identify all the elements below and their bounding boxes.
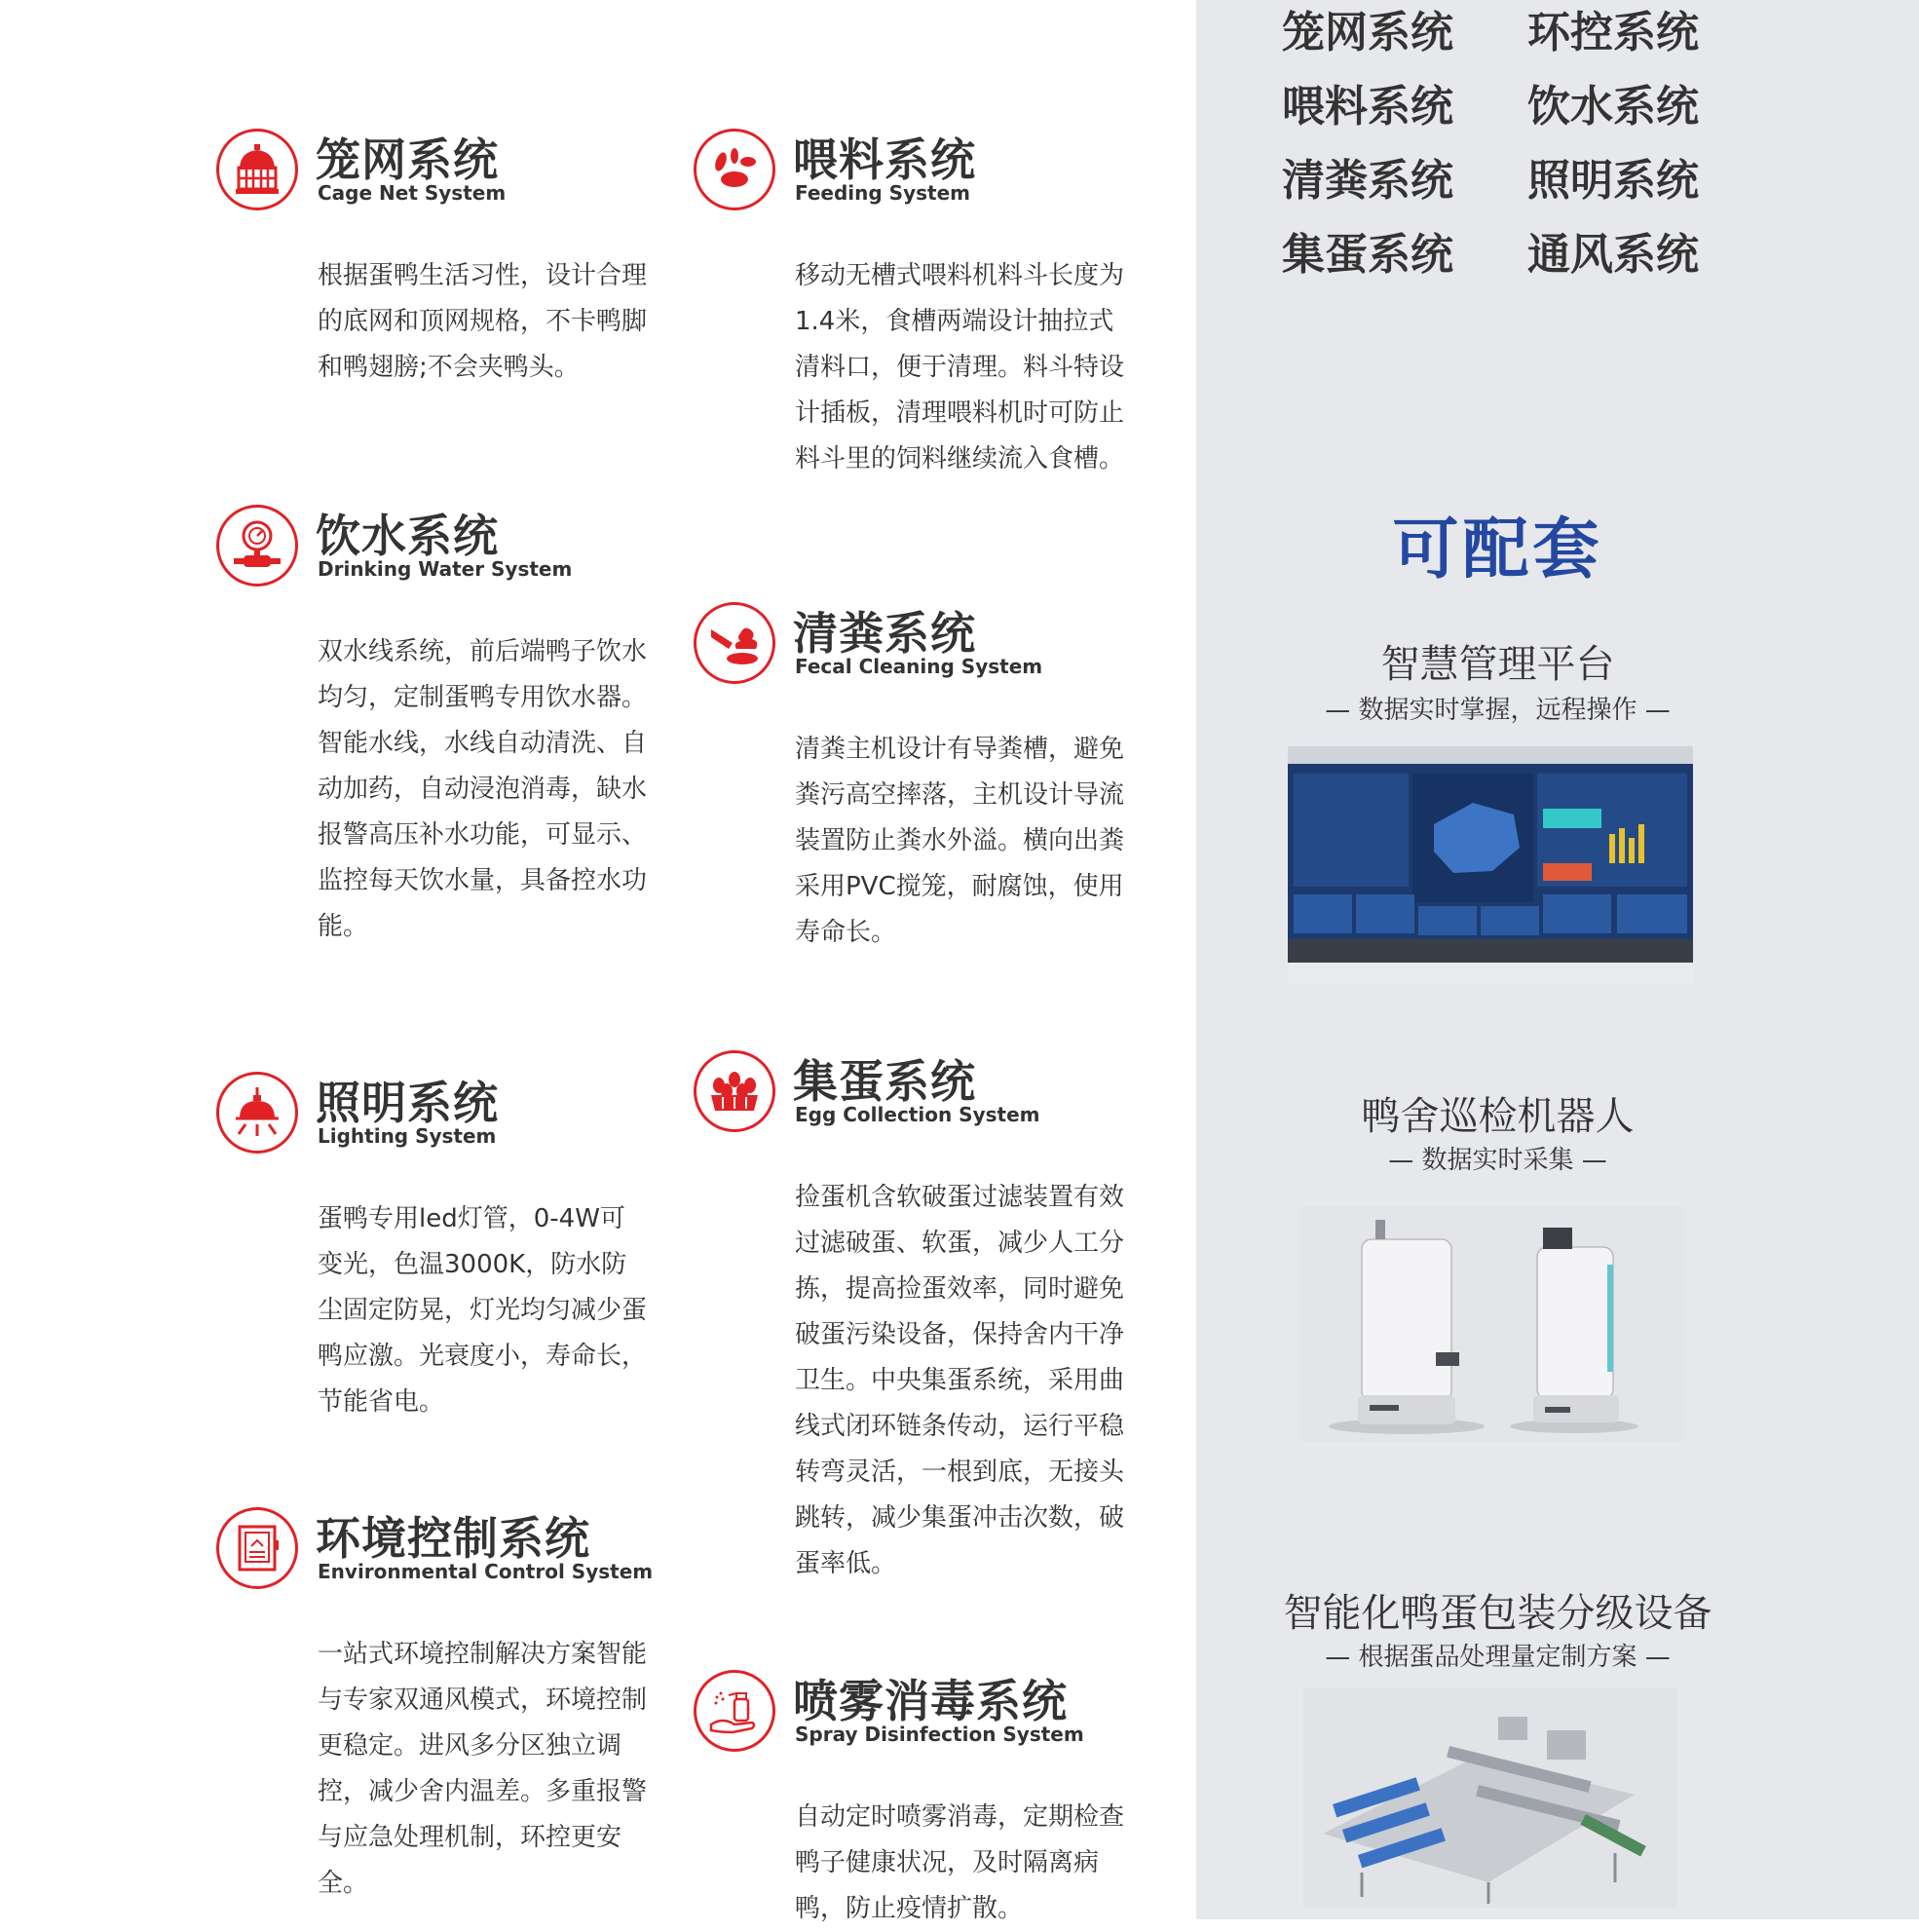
management-platform-image [1288,746,1693,984]
system-list-item: 清粪系统 [1282,156,1453,206]
system-list-item: 喂料系统 [1282,82,1453,132]
feature-title: 智慧管理平台 [1380,642,1615,687]
section-description: 一站式环境控制解决方案智能与专家双通风模式，环境控制更稳定。进风多分区独立调控，减少舍内温差。多重报警与应急处理机制，环控更安全。 [318,1640,648,1898]
spray-bottle-icon [694,1670,775,1752]
feature-title: 鸭舍巡检机器人 [1361,1094,1635,1139]
system-list-item: 集蛋系统 [1282,230,1453,280]
system-list [1282,8,1699,281]
control-panel-icon [216,1507,298,1589]
egg-grading-equipment-image [1303,1687,1677,1908]
section-description: 自动定时喷雾消毒，定期检查鸭子健康状况，及时隔离病鸭，防止疫情扩散。 [795,1802,1125,1923]
section-subtitle: Feeding System [795,181,970,205]
section-subtitle: Fecal Cleaning System [795,655,1043,678]
section-title: 集蛋系统 [793,1055,976,1108]
system-list-item: 饮水系统 [1527,82,1699,132]
water-valve-icon [216,505,298,587]
system-list-item: 照明系统 [1527,156,1699,206]
section-description: 清粪主机设计有导粪槽，避免粪污高空摔落，主机设计导流装置防止粪水外溢。横向出粪采用PVC搅笼，耐腐蚀，使用寿命长。 [795,735,1125,947]
section-title: 喂料系统 [793,133,976,186]
section-subtitle: Cage Net System [318,181,507,205]
compatible-heading: 可配套 [1392,511,1603,588]
feature-subtitle: — 数据实时采集 — [1388,1146,1607,1175]
section-description: 根据蛋鸭生活习性，设计合理的底网和顶网规格，不卡鸭脚和鸭翅膀;不会夹鸭头。 [318,261,648,382]
ceiling-lamp-icon [216,1072,298,1154]
section-title: 笼网系统 [316,133,499,186]
section-title: 照明系统 [316,1077,499,1129]
section-description: 蛋鸭专用led灯管，0-4W可变光，色温3000K，防水防尘固定防晃，灯光均匀减少蛋鸭应激。光衰度小，寿命长，节能省电。 [318,1204,648,1417]
section-description: 捡蛋机含软破蛋过滤装置有效过滤破蛋、软蛋，减少人工分拣，提高捡蛋效率，同时避免破蛋污染设备，保持舍内干净卫生。中央集蛋系统，采用曲线式闭环链条传动，运行平稳转弯灵活，一根到底，无接头跳转，减少集蛋冲击次数，破蛋率低。 [795,1183,1125,1578]
system-list-item: 通风系统 [1527,230,1699,280]
inspection-robot-image [1299,1206,1683,1442]
feed-pellets-icon [694,129,775,210]
section-subtitle: Environmental Control System [318,1560,654,1583]
feature-subtitle: — 根据蛋品处理量定制方案 — [1325,1643,1671,1672]
manure-scraper-icon [694,602,775,684]
section-description: 移动无槽式喂料机料斗长度为1.4米，食槽两端设计抽拉式清料口，便于清理。料斗特设计插板，清理喂料机时可防止料斗里的饲料继续流入食槽。 [795,261,1125,474]
birdcage-icon [216,129,298,210]
system-list-item: 环控系统 [1527,8,1699,57]
section-title: 喷雾消毒系统 [793,1675,1068,1727]
egg-tray-icon [694,1050,775,1132]
section-description: 双水线系统，前后端鸭子饮水均匀，定制蛋鸭专用饮水器。智能水线，水线自动清洗、自动加药，自动浸泡消毒，缺水报警高压补水功能，可显示、监控每天饮水量，具备控水功能。 [318,637,648,941]
section-title: 饮水系统 [316,510,499,562]
section-title: 清粪系统 [793,607,976,660]
section-subtitle: Spray Disinfection System [795,1723,1084,1746]
section-subtitle: Lighting System [318,1124,497,1148]
feature-title: 智能化鸭蛋包装分级设备 [1283,1591,1712,1636]
section-title: 环境控制系统 [316,1512,590,1565]
section-subtitle: Egg Collection System [795,1103,1040,1126]
section-subtitle: Drinking Water System [318,557,573,581]
system-list-item: 笼网系统 [1282,8,1453,57]
feature-subtitle: — 数据实时掌握，远程操作 — [1325,696,1671,725]
